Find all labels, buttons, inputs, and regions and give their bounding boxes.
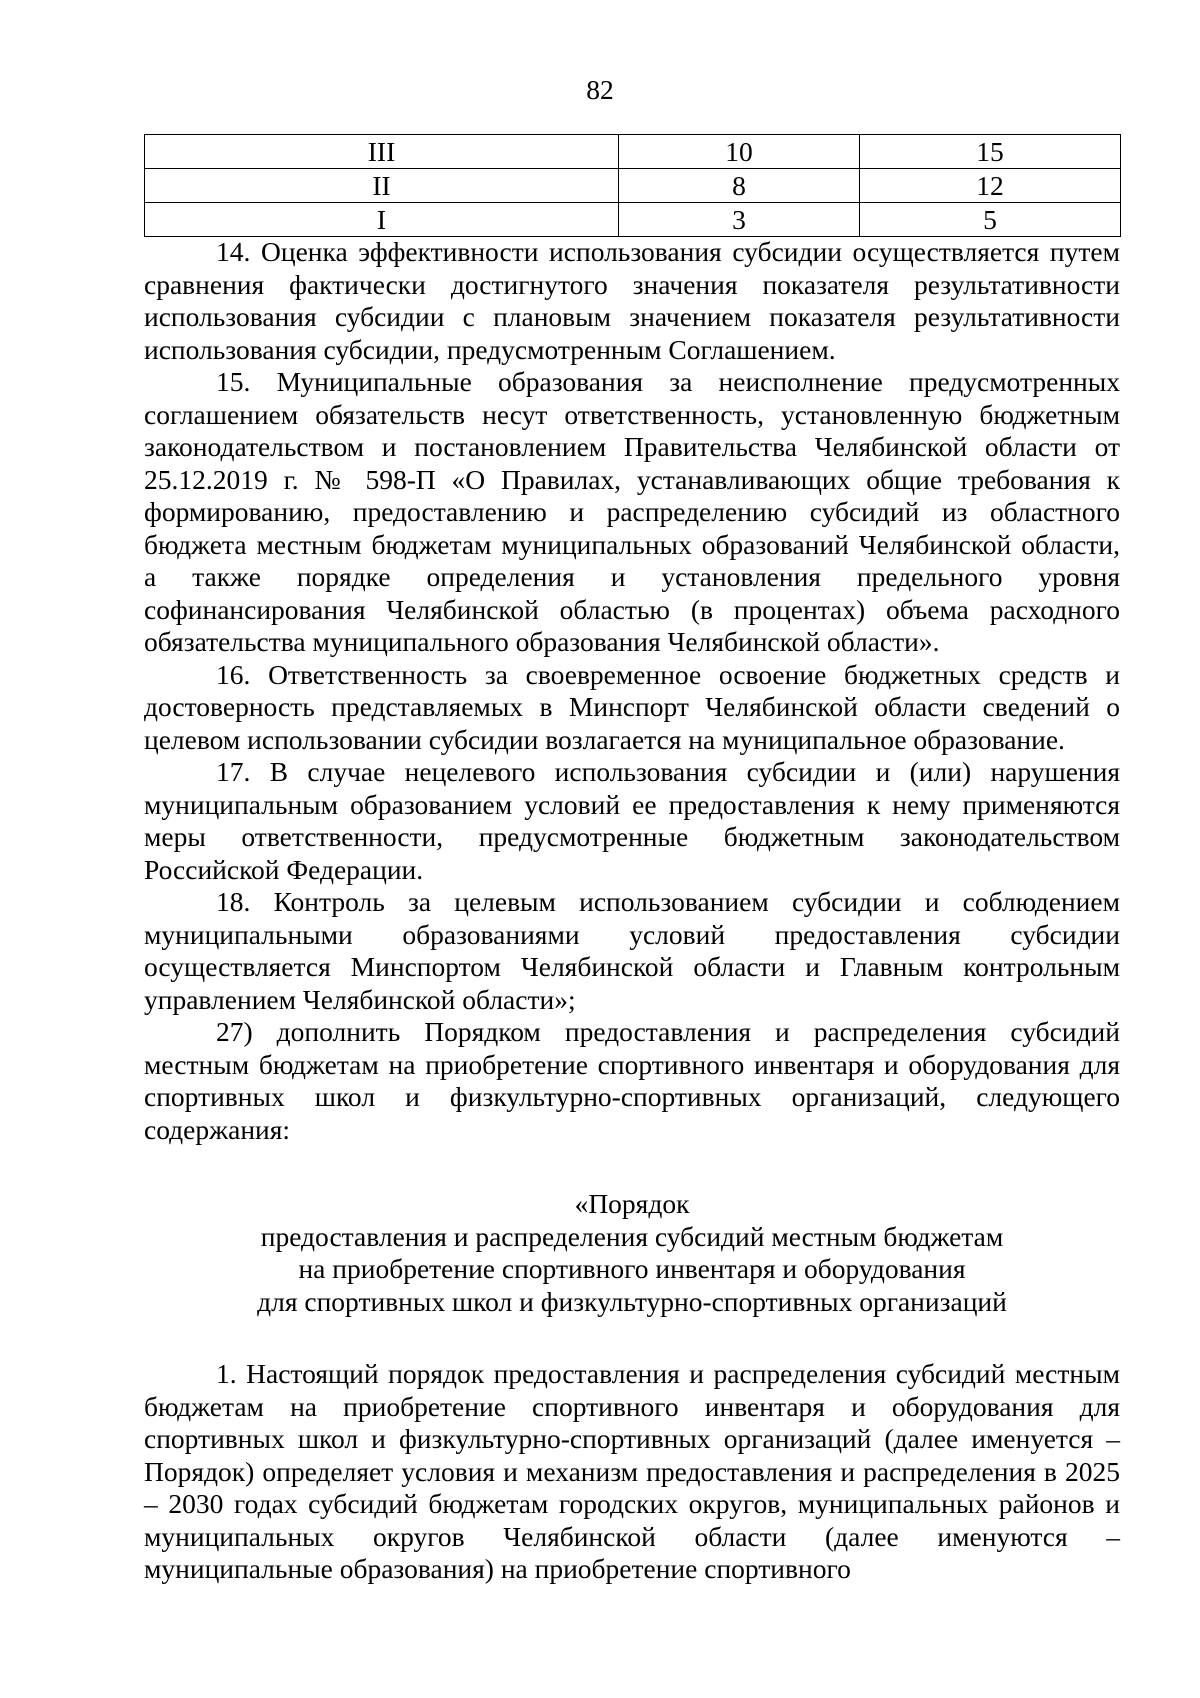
table-row bbox=[145, 169, 1121, 203]
table-row bbox=[145, 203, 1121, 237]
paragraph-27: 27) дополнить Порядком предоставления и распределения субсидий местным бюджетам на приобретение спортивного инвентаря и оборудования для спортивных школ и физкультурно-спортивных организаций, следующего содержания: bbox=[144, 1016, 1120, 1145]
table-cell: 3 bbox=[619, 203, 860, 237]
paragraph-14: 14. Оценка эффективности использования субсидии осуществляется путем сравнения фактически достигнутого значения показателя результативности использования субсидии с плановым значением показателя результативности использования субсидии, предусмотренным Соглашением. bbox=[144, 236, 1120, 365]
table-cell: 15 bbox=[860, 135, 1121, 169]
table-cell: 5 bbox=[860, 203, 1121, 237]
paragraph-18: 18. Контроль за целевым использованием субсидии и соблюдением муниципальными образованиями условий предоставления субсидии осуществляется Минспортом Челябинской области и Главным контрольным управлением Челябинской области»; bbox=[144, 886, 1120, 1015]
paragraph-17: 17. В случае нецелевого использования субсидии и (или) нарушения муниципальным образованием условий ее предоставления к нему применяются меры ответственности, предусмотренные бюджетным законодательством Российской Федерации. bbox=[144, 756, 1120, 885]
document-body bbox=[144, 236, 1120, 1586]
table-cell: III bbox=[145, 135, 619, 169]
paragraph-order-1: 1. Настоящий порядок предоставления и распределения субсидий местным бюджетам на приобретение спортивного инвентаря и оборудования для спортивных школ и физкультурно-спортивных организаций (далее именуется – Порядок) определяет условия и механизм предоставления и распределения в 2025 – 2030 годах субсидий бюджетам городских округов, муниципальных районов и муниципальных округов Челябинской области (далее именуются – муниципальные образования) на приобретение спортивного bbox=[144, 1358, 1120, 1584]
score-table bbox=[144, 134, 1121, 237]
table-cell: II bbox=[145, 169, 619, 203]
section-title bbox=[144, 1188, 1120, 1318]
spacer bbox=[144, 1318, 1120, 1358]
paragraph-15: 15. Муниципальные образования за неисполнение предусмотренных соглашением обязательств несут ответственность, установленную бюджетным законодательством и постановлением Правительства Челябинской области от 25.12.2019 г. № 598-П «О Правилах, устанавливающих общие требования к формированию, предоставлению и распределению субсидий из областного бюджета местным бюджетам муниципальных образований Челябинской области, а также порядке определения и установления предельного уровня софинансирования Челябинской областью (в процентах) объема расходного обязательства муниципального образования Челябинской области». bbox=[144, 366, 1120, 657]
spacer bbox=[144, 1146, 1120, 1188]
section-title-line: предоставления и распределения субсидий местным бюджетам bbox=[260, 1220, 1004, 1252]
table-cell: I bbox=[145, 203, 619, 237]
paragraph-16: 16. Ответственность за своевременное освоение бюджетных средств и достоверность представляемых в Минспорт Челябинской области сведений о целевом использовании субсидии возлагается на муниципальное образование. bbox=[144, 658, 1120, 755]
table-cell: 10 bbox=[619, 135, 860, 169]
table-cell: 12 bbox=[860, 169, 1121, 203]
section-title-line: для спортивных школ и физкультурно-спортивных организаций bbox=[257, 1285, 1007, 1317]
page-number: 82 bbox=[586, 74, 614, 105]
table-cell: 8 bbox=[619, 169, 860, 203]
section-title-line: на приобретение спортивного инвентаря и оборудования bbox=[298, 1253, 966, 1284]
table-row bbox=[145, 135, 1121, 169]
section-title-line: «Порядок bbox=[574, 1188, 690, 1219]
